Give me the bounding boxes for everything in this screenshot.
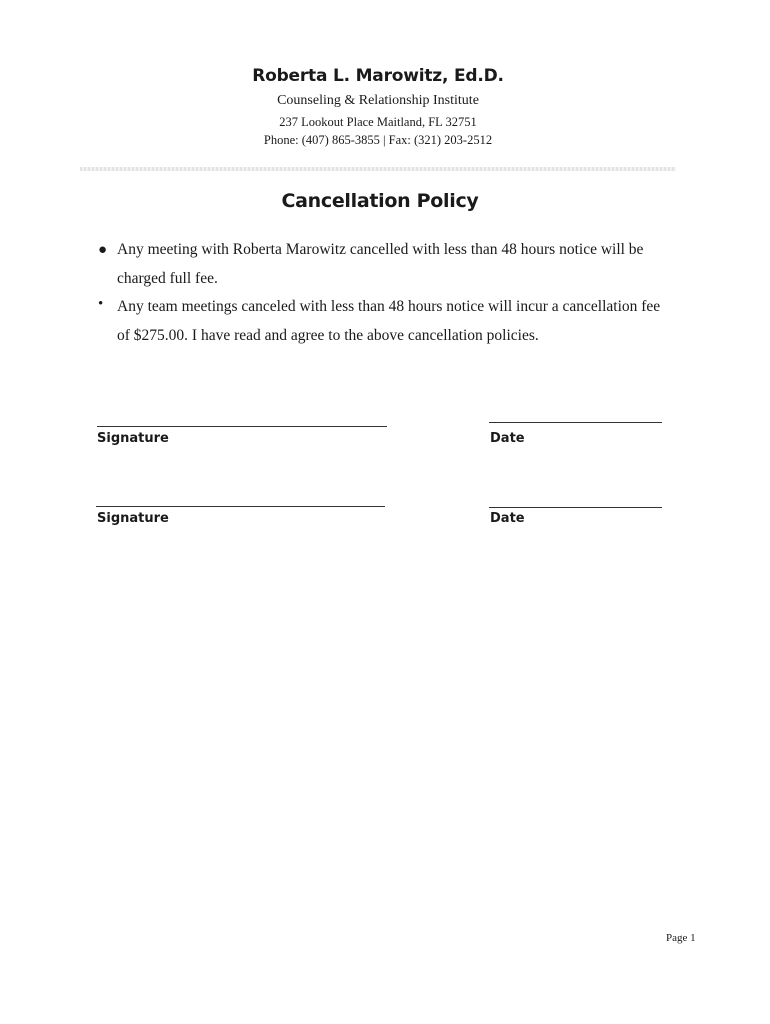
contact-line: Phone: (407) 865-3855 | Fax: (321) 203-2512 [263, 133, 493, 147]
date-line[interactable] [489, 422, 662, 423]
bullet-icon: ● [98, 242, 108, 258]
signature-label: Signature [97, 511, 169, 526]
date-label: Date [490, 431, 525, 446]
signature-line[interactable] [97, 426, 387, 427]
date-label: Date [490, 511, 525, 526]
signature-line[interactable] [96, 506, 385, 507]
policy-item-text: Any team meetings canceled with less than 48 hours notice will incur a cancellation fee of $275.00. I have read and agree to the above cancellation policies. [117, 298, 661, 344]
page-number: Page 1 [666, 932, 696, 944]
policy-item-text: Any meeting with Roberta Marowitz cancelled with less than 48 hours notice will be charged full fee. [117, 241, 644, 287]
policy-item [98, 236, 673, 293]
bullet-icon: • [98, 296, 104, 312]
policy-item [98, 293, 673, 350]
organization-name: Counseling & Relationship Institute [277, 93, 479, 108]
signature-label: Signature [97, 431, 169, 446]
policy-list [98, 236, 673, 350]
address-line: 237 Lookout Place Maitland, FL 32751 [279, 115, 477, 129]
practitioner-name: Roberta L. Marowitz, Ed.D. [252, 66, 504, 86]
date-line[interactable] [489, 507, 662, 508]
header-divider [80, 167, 676, 171]
policy-title: Cancellation Policy [281, 190, 479, 212]
